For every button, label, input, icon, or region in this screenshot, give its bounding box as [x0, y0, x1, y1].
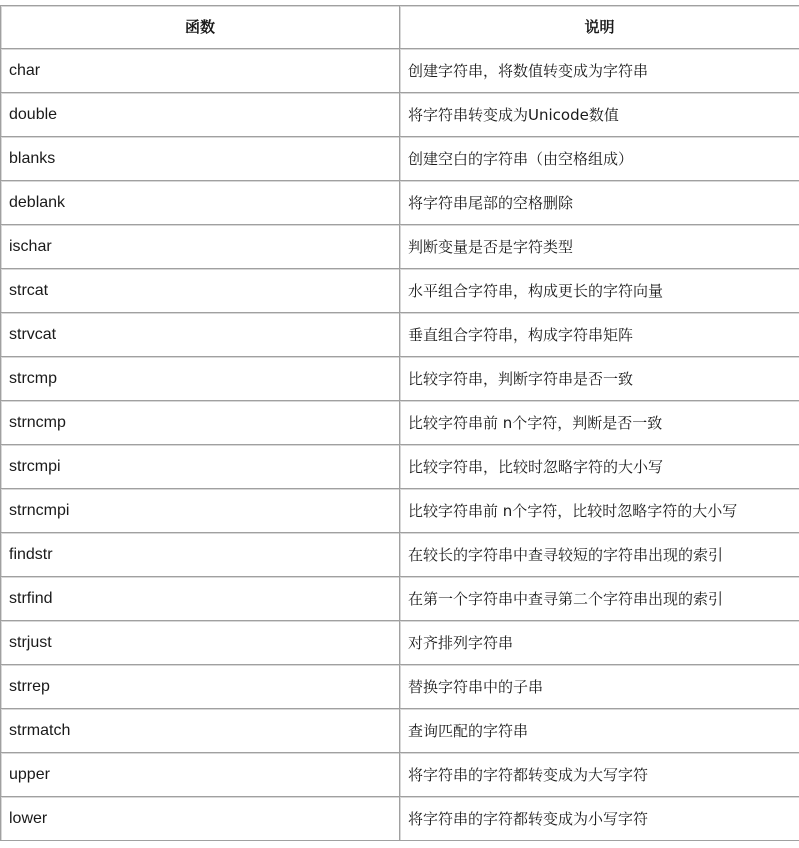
description-cell: 查询匹配的字符串 — [400, 709, 799, 753]
description-cell: 判断变量是否是字符类型 — [400, 225, 799, 269]
table-header-row — [1, 6, 799, 49]
table-row — [1, 533, 799, 577]
description-cell: 比较字符串前 n个字符，比较时忽略字符的大小写 — [400, 489, 799, 533]
function-name-cell: strcmpi — [1, 445, 400, 489]
table-row — [1, 181, 799, 225]
header-function: 函数 — [1, 6, 400, 49]
function-name-cell: deblank — [1, 181, 400, 225]
description-cell: 比较字符串，判断字符串是否一致 — [400, 357, 799, 401]
description-cell: 在较长的字符串中查寻较短的字符串出现的索引 — [400, 533, 799, 577]
table-row — [1, 621, 799, 665]
table-row — [1, 577, 799, 621]
function-name-cell: lower — [1, 797, 400, 841]
function-name-cell: strjust — [1, 621, 400, 665]
description-cell: 将字符串的字符都转变成为大写字符 — [400, 753, 799, 797]
function-name-cell: strncmp — [1, 401, 400, 445]
description-cell: 水平组合字符串，构成更长的字符向量 — [400, 269, 799, 313]
description-cell: 比较字符串前 n个字符，判断是否一致 — [400, 401, 799, 445]
string-functions-table — [0, 5, 799, 841]
description-cell: 创建字符串，将数值转变成为字符串 — [400, 49, 799, 93]
table-row — [1, 489, 799, 533]
table-row — [1, 225, 799, 269]
description-cell: 将字符串转变成为Unicode数值 — [400, 93, 799, 137]
function-name-cell: ischar — [1, 225, 400, 269]
function-name-cell: strcmp — [1, 357, 400, 401]
table-row — [1, 445, 799, 489]
function-name-cell: double — [1, 93, 400, 137]
description-cell: 将字符串的字符都转变成为小写字符 — [400, 797, 799, 841]
table-row — [1, 93, 799, 137]
description-cell: 垂直组合字符串，构成字符串矩阵 — [400, 313, 799, 357]
table-row — [1, 313, 799, 357]
function-name-cell: upper — [1, 753, 400, 797]
function-name-cell: strcat — [1, 269, 400, 313]
header-description: 说明 — [400, 6, 799, 49]
function-name-cell: char — [1, 49, 400, 93]
table-row — [1, 357, 799, 401]
string-functions-table-wrapper — [0, 5, 799, 841]
description-cell: 在第一个字符串中查寻第二个字符串出现的索引 — [400, 577, 799, 621]
description-cell: 创建空白的字符串（由空格组成） — [400, 137, 799, 181]
function-name-cell: strvcat — [1, 313, 400, 357]
table-row — [1, 753, 799, 797]
table-row — [1, 137, 799, 181]
function-name-cell: strrep — [1, 665, 400, 709]
table-row — [1, 665, 799, 709]
function-name-cell: strfind — [1, 577, 400, 621]
table-row — [1, 269, 799, 313]
function-name-cell: strncmpi — [1, 489, 400, 533]
table-row — [1, 49, 799, 93]
function-name-cell: findstr — [1, 533, 400, 577]
function-name-cell: blanks — [1, 137, 400, 181]
description-cell: 替换字符串中的子串 — [400, 665, 799, 709]
description-cell: 将字符串尾部的空格删除 — [400, 181, 799, 225]
table-row — [1, 709, 799, 753]
function-name-cell: strmatch — [1, 709, 400, 753]
description-cell: 比较字符串，比较时忽略字符的大小写 — [400, 445, 799, 489]
table-row — [1, 401, 799, 445]
table-row — [1, 797, 799, 841]
description-cell: 对齐排列字符串 — [400, 621, 799, 665]
